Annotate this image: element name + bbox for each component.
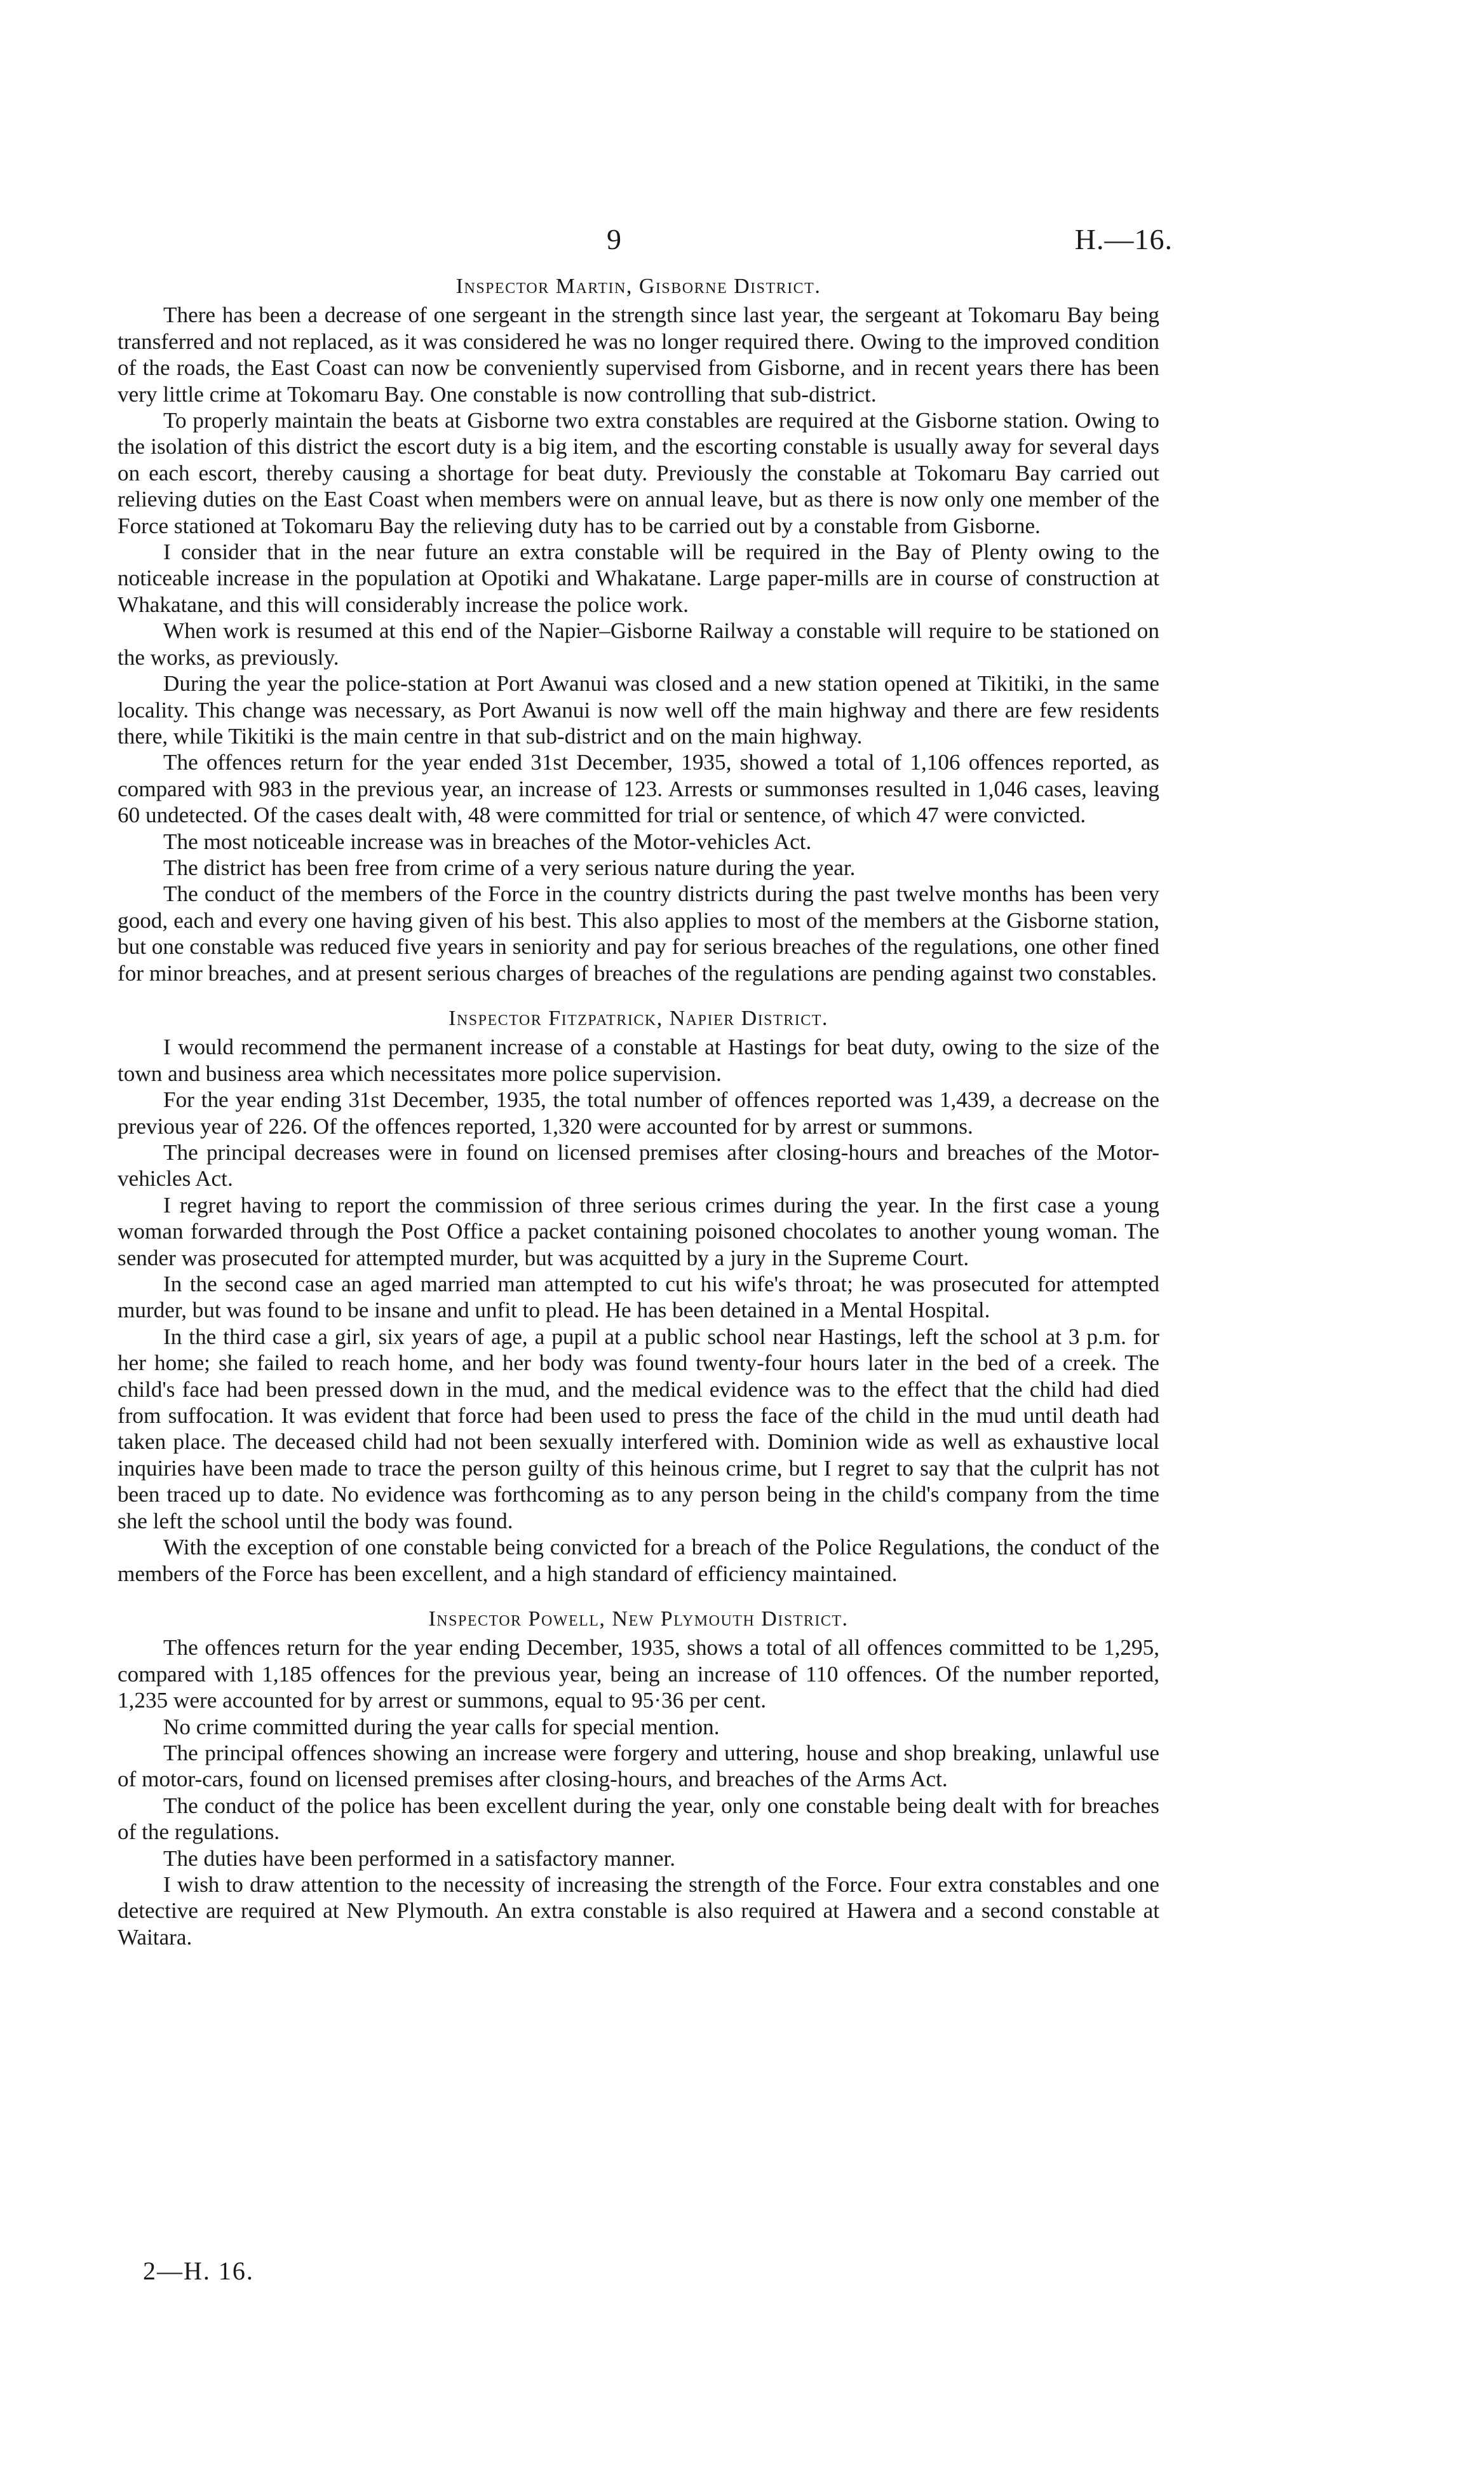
page-header <box>0 222 1484 273</box>
paragraph: I consider that in the near future an extra constable will be required in the Bay of Plenty owing to the noticeable increase in the population at Opotiki and Whakatane. Large paper-mills are in course of construction at Whakatane, and this will considerably increase the police work. <box>118 540 1159 617</box>
paragraph: When work is resumed at this end of the Napier–Gisborne Railway a constable will require to be stationed on the works, as previously. <box>118 618 1159 670</box>
paragraph: The offences return for the year ending December, 1935, shows a total of all offences committed to be 1,295, compared with 1,185 offences for the previous year, being an increase of 110 offences. Of the number reported, 1,235 were accounted for by arrest or summons, equal to 95·36 per cent. <box>118 1635 1159 1713</box>
paragraph: The offences return for the year ended 31st December, 1935, showed a total of 1,106 offences reported, as compared with 983 in the previous year, an increase of 123. Arrests or summonses resulted in 1,046 cases, leaving 60 undetected. Of the cases dealt with, 48 were committed for trial or sentence, of which 47 were convicted. <box>118 750 1159 828</box>
paragraph: There has been a decrease of one sergeant in the strength since last year, the sergeant at Tokomaru Bay being transferred and not replaced, as it was considered he was no longer required there. Owing to the improved condition of the roads, the East Coast can now be conveniently supervised from Gisborne, and in recent years there has been very little crime at Tokomaru Bay. One constable is now controlling that sub-district. <box>118 302 1159 407</box>
section-napier <box>118 986 1159 1587</box>
paragraph: With the exception of one constable being convicted for a breach of the Police Regulations, the conduct of the members of the Force has been excellent, and a high standard of efficiency maintained. <box>118 1535 1159 1586</box>
paragraph: The duties have been performed in a satisfactory manner. <box>163 1845 676 1871</box>
paragraph: During the year the police-station at Port Awanui was closed and a new station opened at Tikitiki, in the same locality. This change was necessary, as Port Awanui is now well off the main highway and there are few residents there, while Tikitiki is the main centre in that sub-district and on the main highway. <box>118 671 1159 749</box>
paragraph: The principal decreases were in found on licensed premises after closing-hours and breaches of the Motor-vehicles Act. <box>118 1140 1159 1192</box>
section-gisborne <box>118 273 1159 986</box>
paragraph: To properly maintain the beats at Gisborne two extra constables are required at the Gisborne station. Owing to the isolation of this district the escort duty is a big item, and the escorting constable is usually away for several days on each escort, thereby causing a shortage for beat duty. Previously the constable at Tokomaru Bay carried out relieving duties on the East Coast when members were on annual leave, but as there is now only one member of the Force stationed at Tokomaru Bay the relieving duty has to be carried out by a constable from Gisborne. <box>118 408 1159 538</box>
paragraph: The conduct of the police has been excellent during the year, only one constable being dealt with for breaches of the regulations. <box>118 1793 1159 1845</box>
paragraph: The conduct of the members of the Force in the country districts during the past twelve months has been very good, each and every one having given of his best. This also applies to most of the members at the Gisborne station, but one constable was reduced five years in seniority and pay for serious breaches of the regulations, one other fined for minor breaches, and at present serious charges of breaches of the regulations are pending against two constables. <box>118 881 1159 986</box>
signature-mark: 2—H. 16. <box>143 2257 254 2285</box>
paragraph: I regret having to report the commission of three serious crimes during the year. In the first case a young woman forwarded through the Post Office a packet containing poisoned chocolates to another young woman. The sender was prosecuted for attempted murder, but was acquitted by a jury in the Supreme Court. <box>118 1192 1159 1270</box>
paragraph: In the second case an aged married man attempted to cut his wife's throat; he was prosecuted for attempted murder, but was found to be insane and unfit to plead. He has been detained in a Mental Hospital. <box>118 1272 1159 1323</box>
paragraph: I would recommend the permanent increase of a constable at Hastings for beat duty, owing to the size of the town and business area which necessitates more police supervision. <box>118 1035 1159 1086</box>
section-heading: Inspector Fitzpatrick, Napier District. <box>449 1006 828 1030</box>
section-heading: Inspector Powell, New Plymouth District. <box>428 1606 849 1631</box>
paragraph: The district has been free from crime of a very serious nature during the year. <box>163 855 856 880</box>
section-heading: Inspector Martin, Gisborne District. <box>455 275 821 298</box>
paragraph: The principal offences showing an increase were forgery and uttering, house and shop breaking, unlawful use of motor-cars, found on licensed premises after closing-hours, and breaches of the Arms Act. <box>118 1740 1159 1792</box>
paragraph: I wish to draw attention to the necessity of increasing the strength of the Force. Four extra constables and one detective are required at New Plymouth. An extra constable is also required at Hawera and a second constable at Waitara. <box>118 1871 1159 1950</box>
section-new-plymouth <box>118 1587 1159 1950</box>
document-reference: H.—16. <box>1074 223 1173 255</box>
paragraph: For the year ending 31st December, 1935, the total number of offences reported was 1,439, a decrease on the previous year of 226. Of the offences reported, 1,320 were accounted for by arrest or summons. <box>118 1087 1159 1139</box>
paragraph: The most noticeable increase was in breaches of the Motor-vehicles Act. <box>163 829 812 854</box>
paragraph: No crime committed during the year calls for special mention. <box>163 1714 720 1739</box>
page-number: 9 <box>607 223 621 255</box>
paragraph: In the third case a girl, six years of age, a pupil at a public school near Hastings, left the school at 3 p.m. for her home; she failed to reach home, and her body was found twenty-four hours later in the bed of a creek. The child's face had been pressed down in the mud, and the medical evidence was to the effect that the child had died from suffocation. It was evident that force had been used to press the face of the child in the mud until death had taken place. The deceased child had not been sexually interfered with. Dominion wide as well as exhaustive local inquiries have been made to trace the person guilty of this heinous crime, but I regret to say that the culprit has not been traced up to date. No evidence was forthcoming as to any person being in the child's company from the time she left the school until the body was found. <box>118 1324 1159 1533</box>
page-body <box>118 273 1159 1950</box>
